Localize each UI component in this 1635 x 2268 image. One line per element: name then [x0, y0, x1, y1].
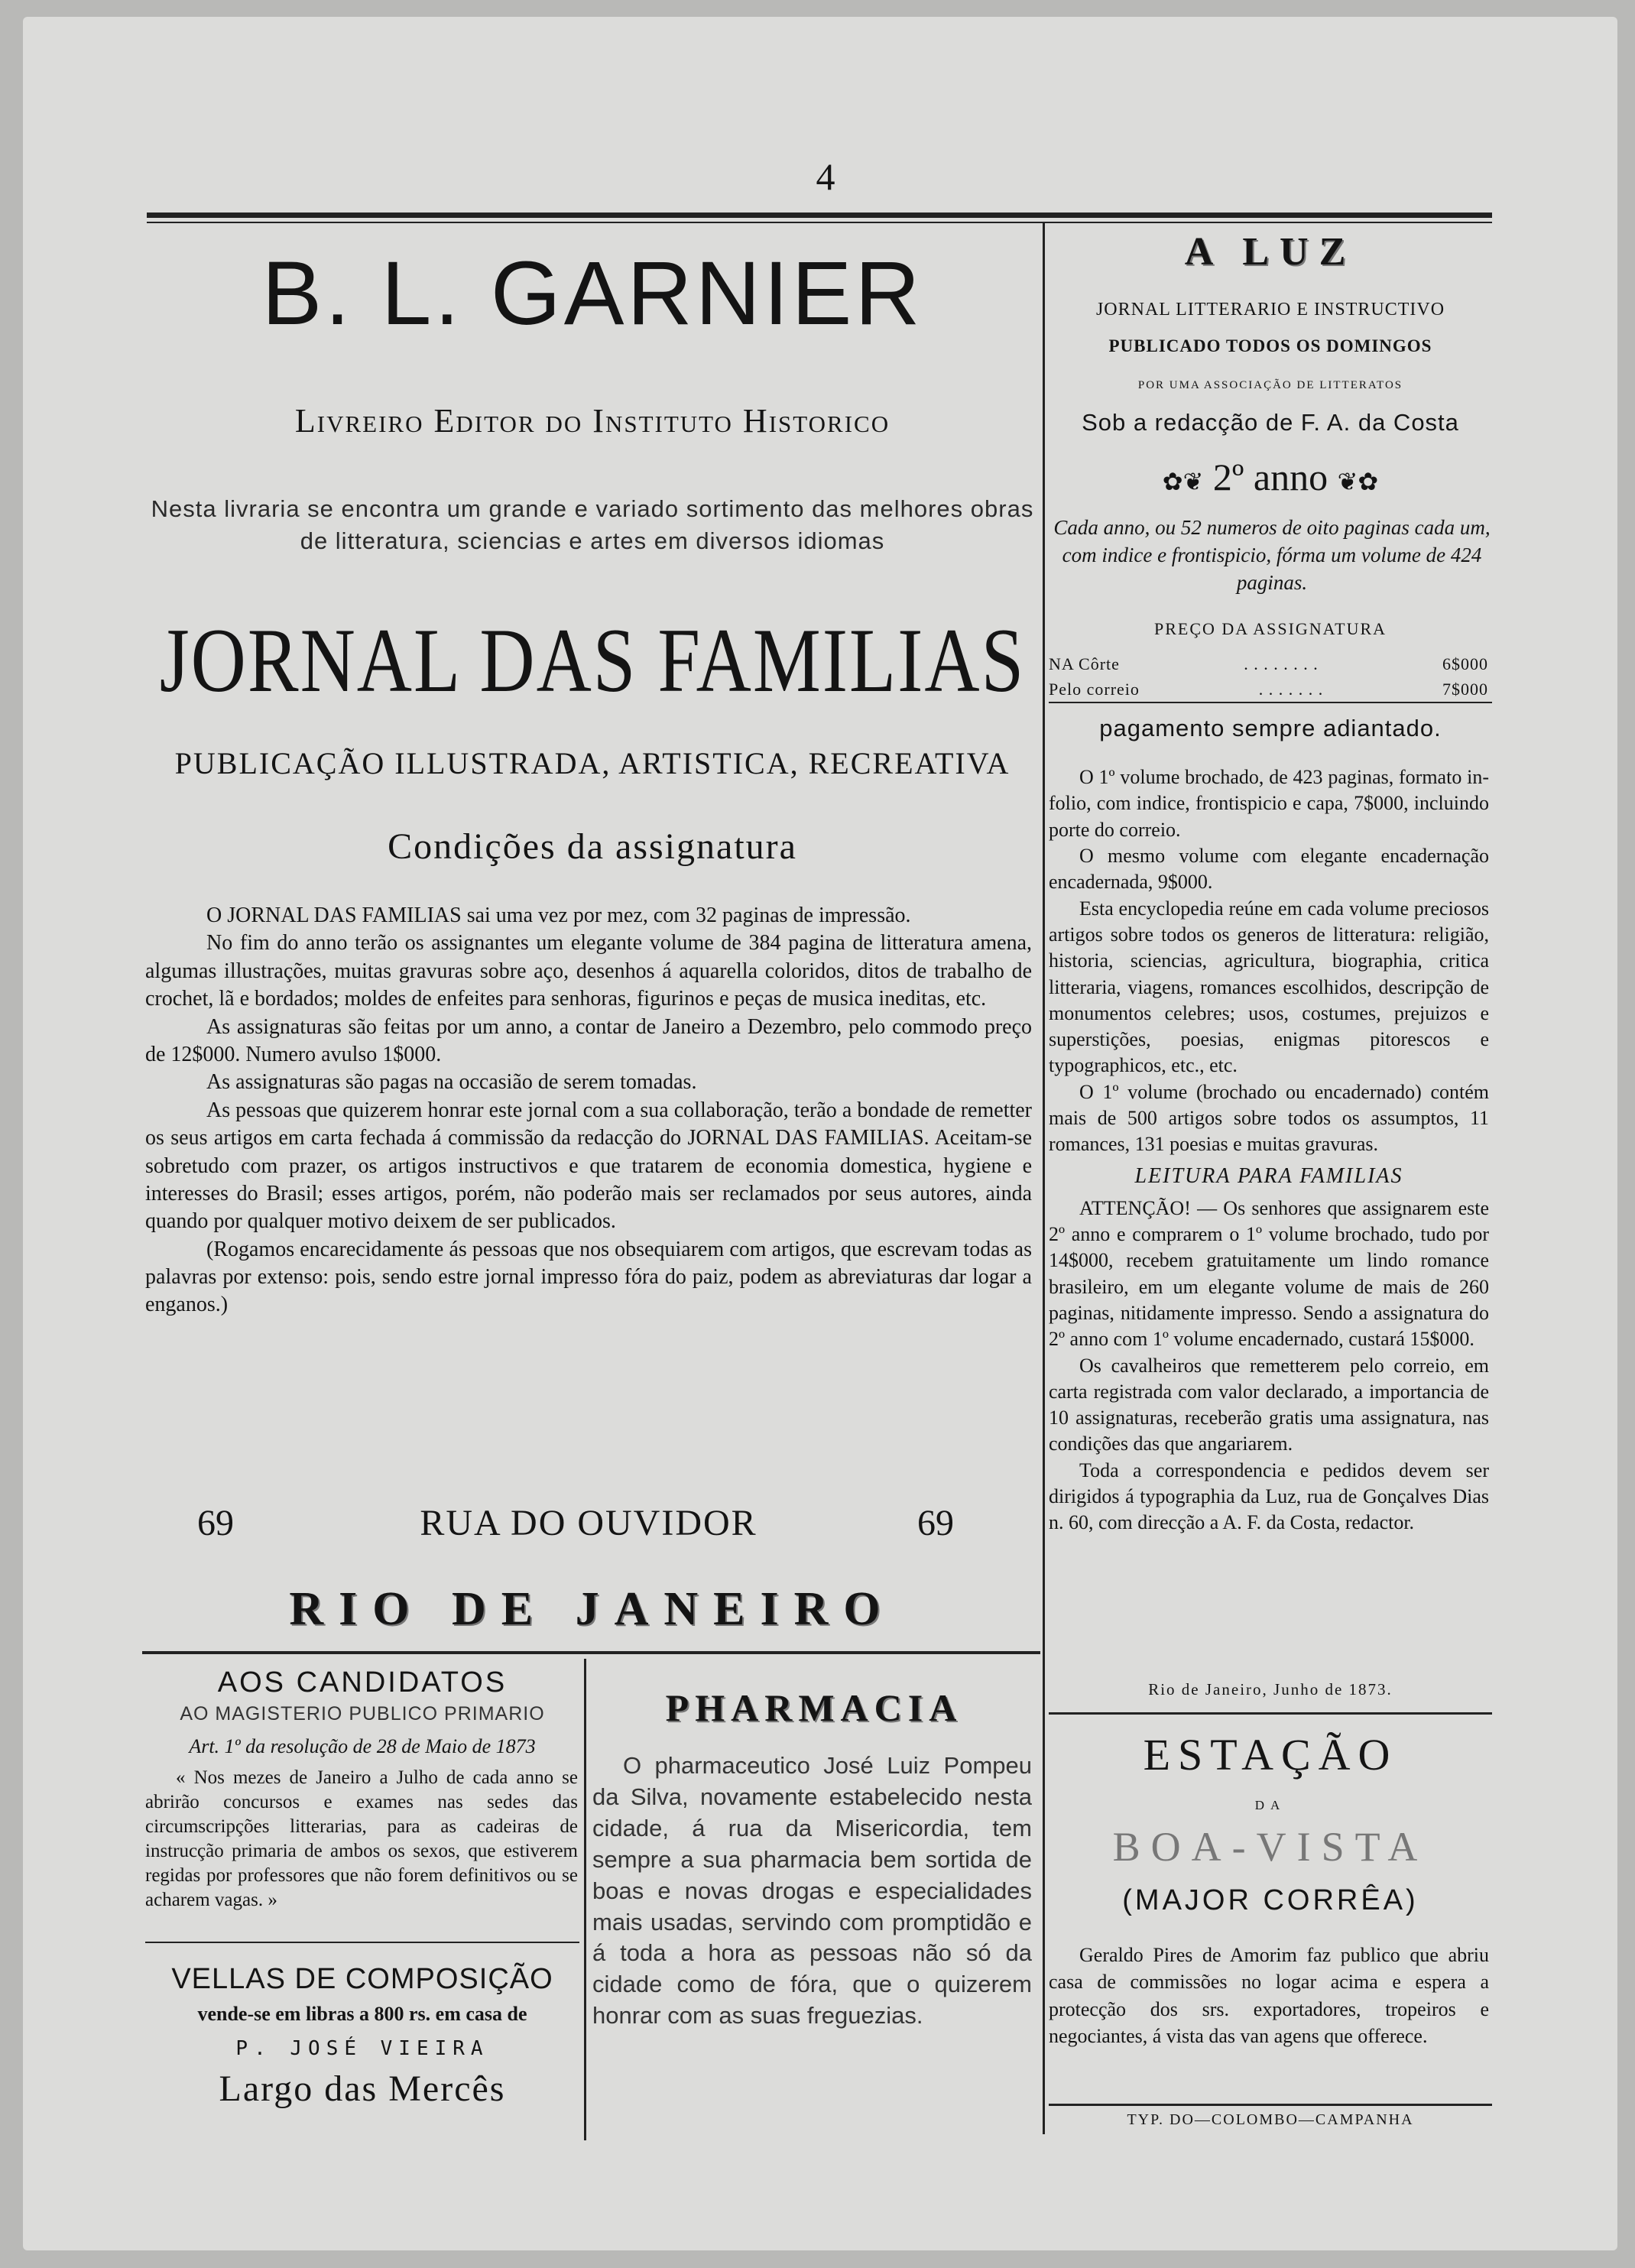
pharmacia-heading: PHARMACIA	[665, 1686, 963, 1729]
column-divider-bottom-left	[584, 1659, 586, 2140]
luz-year-row	[1049, 455, 1492, 499]
address-number-left: 69	[197, 1503, 234, 1543]
candidatos-citation: Art. 1º da resolução de 28 de Maio de 1873	[189, 1735, 536, 1757]
price-row	[1049, 651, 1488, 677]
estacao-name: BOA-VISTA	[1112, 1824, 1429, 1870]
conditions-text	[145, 902, 1032, 1319]
conditions-paragraph: As assignaturas são pagas na occasião de serem tomadas.	[206, 1070, 697, 1095]
address-number-right: 69	[917, 1503, 954, 1543]
luz-cavalheiros: Os cavalheiros que remetterem pelo correio, em carta registrada com valor declarado, a importancia de 10 assignaturas, receberão gratis uma assignatura, nas condições das que angariarem.	[1049, 1354, 1489, 1455]
estacao-title: ESTAÇÃO	[1143, 1730, 1398, 1780]
city-title: RIO DE JANEIRO	[289, 1583, 896, 1635]
luz-dateline: Rio de Janeiro, Junho de 1873.	[1148, 1680, 1393, 1699]
garnier-intro: Nesta livraria se encontra um grande e variado sortimento das melhores obras de litteratura, sciencias e artes em diversos idiomas	[151, 495, 1034, 554]
journal-title: JORNAL DAS FAMILIAS	[159, 609, 1026, 712]
luz-paragraph: O 1º volume (brochado ou encadernado) contém mais de 500 artigos sobre todos os assumptos, 11 romances, 131 poesias e muitas gravuras.	[1049, 1080, 1489, 1156]
price-rule	[1049, 702, 1492, 703]
conditions-paragraph: As pessoas que quizerem honrar este jornal com a sua collaboração, terão a bondade de remetter os seus artigos em carta fechada á commissão da redacção do JORNAL DAS FAMILIAS. Aceitam-se sobretudo com prazer, os artigos instructivos e que tratarem de economia domestica, hygiene e interesses do Brasil; esses artigos, porém, não poderão mais ser reclamados por seus autores, ainda quando por qualquer motivo deixem de ser publicados.	[145, 1098, 1032, 1234]
ornament-left-icon: ✿❦	[1162, 468, 1204, 495]
luz-attention: ATTENÇÃO! — Os senhores que assignarem este 2º anno e comprarem o 1º volume brochado, tudo por 14$000, recebem gratuitamente um lindo romance brasileiro, em um elegante volume de mais de 260 paginas, nitidamente impresso. Sendo a assignatura do 2º anno com 1º volume encadernado, custará 15$000.	[1049, 1196, 1489, 1351]
conditions-paragraph: As assignaturas são feitas por um anno, a contar de Janeiro a Dezembro, pelo commodo preço de 12$000. Numero avulso 1$000.	[145, 1014, 1032, 1066]
price-label: NA Côrte	[1049, 654, 1120, 673]
luz-editor: Sob a redacção de F. A. da Costa	[1082, 409, 1459, 436]
price-dots: . . . . . . . .	[1244, 654, 1319, 673]
luz-title: A LUZ	[1184, 230, 1357, 274]
luz-line2: PUBLICADO TODOS OS DOMINGOS	[1108, 336, 1432, 355]
top-rule	[147, 213, 1492, 218]
price-value: 6$000	[1442, 654, 1488, 673]
vellas-line: vende-se em libras a 800 rs. em casa de	[197, 2003, 527, 2025]
luz-payment: pagamento sempre adiantado.	[1099, 715, 1442, 741]
price-row	[1049, 677, 1488, 702]
luz-paragraph: O mesmo volume com elegante encadernação encadernada, 9$000.	[1049, 844, 1489, 894]
vellas-place: Largo das Mercês	[219, 2068, 506, 2109]
ornament-right-icon: ❦✿	[1337, 468, 1379, 495]
luz-price-table	[1049, 651, 1488, 702]
luz-line1: JORNAL LITTERARIO E INSTRUCTIVO	[1095, 300, 1445, 320]
conditions-paragraph: No fim do anno terão os assignantes um elegante volume de 384 pagina de litteratura amena, algumas illustrações, muitas gravuras sobre aço, desenhos á aquarella coloridos, ditos de trabalho de crochet, lã e bordados; moldes de enfeites para senhoras, figurinos e peças de musica ineditas, etc.	[145, 931, 1032, 1011]
price-dots: . . . . . . .	[1258, 680, 1324, 699]
luz-end-rule	[1049, 1712, 1492, 1715]
candidatos-subheading: AO MAGISTERIO PUBLICO PRIMARIO	[180, 1703, 545, 1725]
footer-imprint: TYP. DO—COLOMBO—CAMPANHA	[1127, 2111, 1414, 2128]
mid-rule-left	[142, 1651, 1040, 1654]
estacao-sub: (MAJOR CORRÊA)	[1122, 1884, 1419, 1916]
garnier-subtitle: Livreiro Editor do Instituto Historico	[294, 402, 890, 440]
garnier-title: B. L. GARNIER	[261, 243, 923, 344]
price-label: Pelo correio	[1049, 680, 1140, 699]
luz-price-heading: PREÇO DA ASSIGNATURA	[1153, 619, 1387, 638]
journal-subtitle: PUBLICAÇÃO ILLUSTRADA, ARTISTICA, RECREATIVA	[174, 746, 1011, 780]
pharmacia-body: O pharmaceutico José Luiz Pompeu da Silva, novamente estabelecido nesta cidade, á rua da Misericordia, tem sempre a sua pharmacia bem sortida de boas e novas drogas e especialidades mais usadas, servindo com promptidão e á toda a hora as pessoas não só da cidade como de fóra, que o quizerem honrar com as suas freguezias.	[592, 1752, 1032, 2030]
footer-rule	[1049, 2104, 1492, 2106]
luz-line3: POR UMA ASSOCIAÇÃO DE LITTERATOS	[1137, 379, 1403, 391]
candidatos-body: « Nos mezes de Janeiro a Julho de cada anno se abrirão concursos e exames nas sedes das circumscripções litterarias, para as cadeiras de instrucção primaria de ambos os sexos, que estiverem regidas por professores que não forem definitivos ou se acharem vagas. »	[145, 1767, 578, 1910]
luz-description: Cada anno, ou 52 numeros de oito paginas cada um, com indice e frontispicio, fórma um volume de 424 paginas.	[1053, 516, 1491, 595]
luz-paragraph: O 1º volume brochado, de 423 paginas, formato in-folio, com indice, frontispicio e capa, 7$000, incluindo porte do correio.	[1049, 766, 1489, 841]
leitura-heading: LEITURA PARA FAMILIAS	[1134, 1163, 1403, 1188]
luz-year: 2º anno	[1212, 456, 1328, 498]
conditions-heading: Condições da assignatura	[388, 826, 797, 867]
vellas-heading: VELLAS DE COMPOSIÇÃO	[171, 1963, 553, 1995]
address-street: RUA DO OUVIDOR	[420, 1503, 757, 1543]
page-number: 4	[816, 155, 835, 198]
luz-body	[1049, 764, 1489, 1536]
conditions-paragraph: O JORNAL DAS FAMILIAS sai uma vez por mez, com 32 paginas de impressão.	[206, 904, 911, 927]
price-value: 7$000	[1442, 680, 1488, 699]
column-divider-right	[1043, 223, 1045, 2134]
candidatos-heading: AOS CANDIDATOS	[217, 1666, 508, 1699]
estacao-body: Geraldo Pires de Amorim faz publico que abriu casa de commissões no logar acima e espera a protecção dos srs. exportadores, tropeiros e negociantes, á vista das van agens que offerece.	[1049, 1944, 1489, 2048]
candidatos-rule	[145, 1942, 579, 1943]
top-rule-thin	[147, 222, 1492, 223]
estacao-da: DA	[1254, 1798, 1286, 1812]
conditions-paragraph: (Rogamos encarecidamente ás pessoas que nos obsequiarem com artigos, que escrevam todas as palavras por extenso: pois, sendo estre jornal impresso fóra do paiz, podem as abreviaturas dar logar a enganos.)	[145, 1237, 1032, 1317]
luz-paragraph: Esta encyclopedia reúne em cada volume preciosos artigos sobre todos os generos de litteratura: religião, historia, sciencias, agricultura, biographia, critica litteraria, viagens, romances escolhidos, descripção de monumentos celebres; usos, costumes, prejuizos e superstições, poesias, enigmas pitorescos e typographicos, etc., etc.	[1049, 897, 1489, 1077]
vellas-name: P. JOSÉ VIEIRA	[235, 2037, 489, 2060]
luz-correspondencia: Toda a correspondencia e pedidos devem ser dirigidos á typographia da Luz, rua de Gonçalves Dias n. 60, com direcção a A. F. da Costa, redactor.	[1049, 1458, 1489, 1534]
